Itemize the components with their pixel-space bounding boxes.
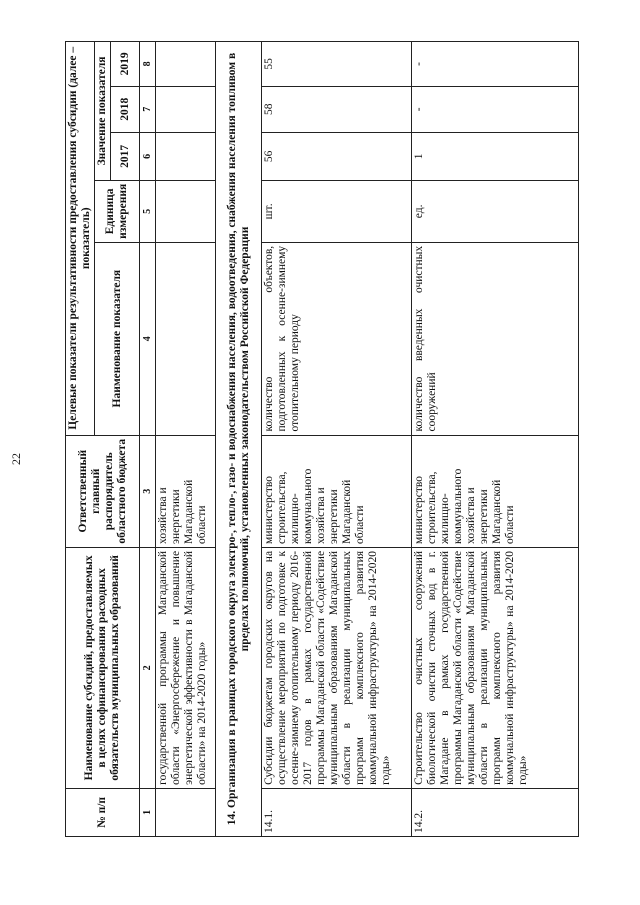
table-row — [262, 42, 412, 837]
empty-cell — [156, 132, 216, 180]
row-value-2017: 1 — [412, 132, 579, 180]
subsidy-table — [65, 41, 579, 837]
header-unit: Единица измерения — [95, 180, 140, 242]
header-year-2018: 2018 — [111, 86, 140, 132]
row-indicator: количество объектов, подготовленных к осенне-зимнему отопительному периоду — [262, 242, 412, 435]
empty-cell — [156, 86, 216, 132]
row-subsidy-name: Строительство очистных сооружений биологической очистки сточных вод в г. Магадане в рамках государственной программы Магаданской области «Содействие муниципальным образованиям Магаданской области в реализации муниципальных программ комплексного развития коммунальной инфраструктуры» на 2014-2020 годы» — [412, 547, 579, 788]
column-number: 6 — [140, 132, 156, 180]
page-number: 22 — [9, 453, 23, 465]
continuation-number — [156, 788, 216, 836]
row-value-2019: - — [412, 42, 579, 87]
table-row — [412, 42, 579, 837]
row-number: 14.1. — [262, 788, 412, 836]
row-responsible: министерство строительства, жилищно-коммунального хозяйства и энергетики Магаданской области — [412, 435, 579, 547]
row-responsible: министерство строительства, жилищно-коммунального хозяйства и энергетики Магаданской области — [262, 435, 412, 547]
row-indicator: количество введенных очистных сооружений — [412, 242, 579, 435]
empty-cell — [156, 180, 216, 242]
header-year-2017: 2017 — [111, 132, 140, 180]
header-responsible: Ответственный главный распорядитель областного бюджета — [66, 435, 140, 547]
continuation-row — [156, 42, 216, 837]
empty-cell — [156, 242, 216, 435]
column-number: 7 — [140, 86, 156, 132]
column-number: 2 — [140, 547, 156, 788]
header-number: № п/п — [66, 788, 140, 836]
empty-cell — [156, 42, 216, 87]
continuation-subsidy-name: государственной программы Магаданской области «Энергосбережение и повышение энергетической эффективности в Магаданской области» на 2014-2020 годы» — [156, 547, 216, 788]
header-subsidy-name: Наименование субсидий, предоставляемых в целях софинансирования расходных обязательств муниципальных образований — [66, 547, 140, 788]
header-indicators-group: Целевые показатели результативности предоставления субсидии (далее – показатель) — [66, 42, 95, 436]
header-year-2019: 2019 — [111, 42, 140, 87]
rotated-page-content — [65, 41, 570, 837]
row-value-2017: 56 — [262, 132, 412, 180]
section-title: 14. Организация в границах городского округа электро-, тепло-, газо- и водоснабжения населения, водоотведения, снабжения населения топливом в пределах полномочий, установленных законодательством Российской Федерации — [216, 42, 262, 837]
column-number: 8 — [140, 42, 156, 87]
column-number: 1 — [140, 788, 156, 836]
row-value-2018: 58 — [262, 86, 412, 132]
column-number: 5 — [140, 180, 156, 242]
header-indicator-name: Наименование показателя — [95, 242, 140, 435]
row-value-2018: - — [412, 86, 579, 132]
row-value-2019: 55 — [262, 42, 412, 87]
continuation-responsible: хозяйства и энергетики Магаданской области — [156, 435, 216, 547]
row-subsidy-name: Субсидии бюджетам городских округов на осуществление мероприятий по подготовке к осенне-зимнему отопительному периоду 2016-2017 годов в рамках государственной программы Магаданской области «Содействие муниципальным образованиям Магаданской области в реализации муниципальных программ комплексного развития коммунальной инфраструктуры» на 2014-2020 годы» — [262, 547, 412, 788]
header-values-group: Значение показателя — [95, 42, 111, 181]
row-unit: ед. — [412, 180, 579, 242]
row-number: 14.2. — [412, 788, 579, 836]
column-number: 4 — [140, 242, 156, 435]
row-unit: шт. — [262, 180, 412, 242]
column-number: 3 — [140, 435, 156, 547]
